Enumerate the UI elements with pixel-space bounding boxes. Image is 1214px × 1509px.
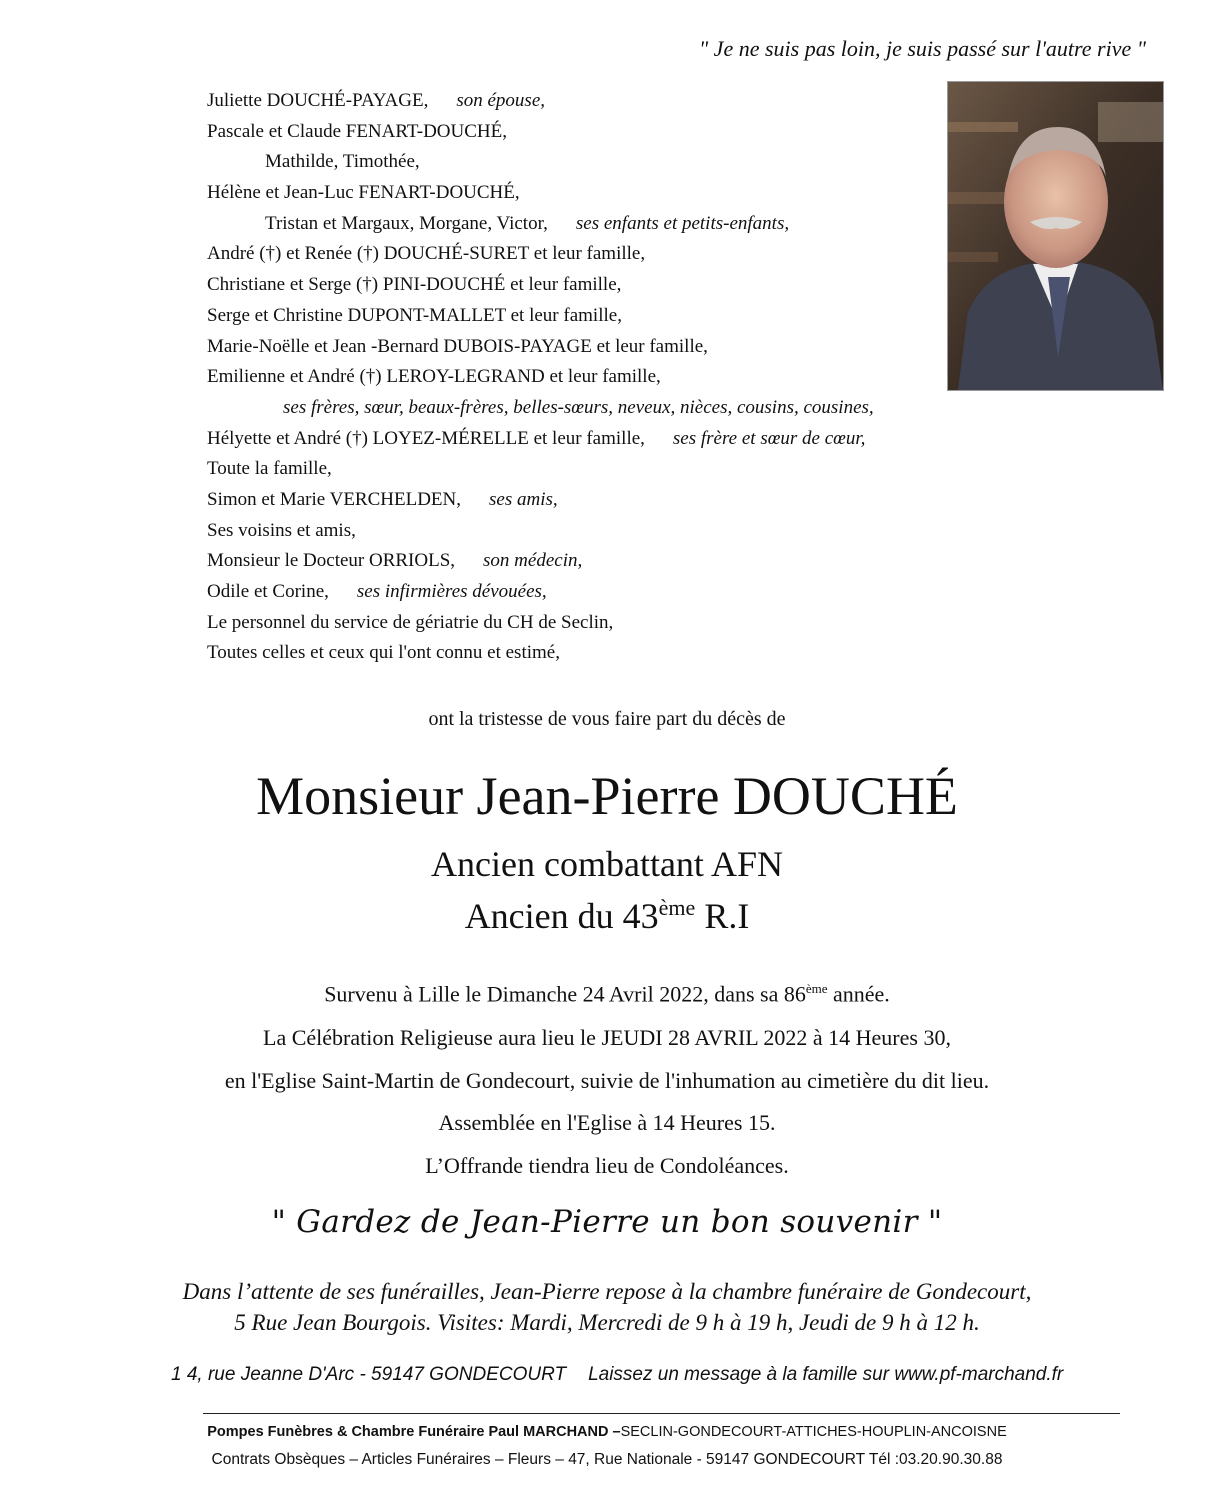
title-line-2: [0, 895, 1214, 937]
message-link[interactable]: Laissez un message à la famille sur www.pf-marchand.fr: [588, 1364, 1064, 1385]
top-quote: " Je ne suis pas loin, je suis passé sur l'autre rive ": [698, 36, 1146, 61]
family-line: [207, 209, 874, 240]
family-member: Pascale et Claude FENART-DOUCHÉ,: [207, 120, 508, 142]
info-line: en l'Eglise Saint-Martin de Gondecourt, suivie de l'inhumation au cimetière du dit lieu.: [224, 1068, 990, 1093]
family-member: Emilienne et André (†) LEROY-LEGRAND et leur famille,: [207, 366, 661, 388]
family-member: Monsieur le Docteur ORRIOLS,: [207, 550, 456, 572]
family-member: Hélène et Jean-Luc FENART-DOUCHÉ,: [207, 182, 520, 204]
family-line: [207, 577, 874, 608]
portrait-photo: [947, 81, 1164, 391]
family-member: Serge et Christine DUPONT-MALLET et leur famille,: [207, 304, 622, 326]
family-member: Mathilde, Timothée,: [265, 151, 420, 173]
family-member: Hélyette et André (†) LOYEZ-MÉRELLE et leur famille,: [207, 427, 645, 449]
death-line-superscript: ème: [805, 981, 828, 996]
family-line: [207, 638, 874, 669]
family-relation: son médecin,: [483, 550, 583, 572]
death-line: [0, 981, 1214, 1007]
footer-towns: SECLIN-GONDECOURT-ATTICHES-HOUPLIN-ANCOISNE: [620, 1424, 1007, 1440]
family-line: [207, 516, 874, 547]
footer-contact: Contrats Obsèques – Articles Funéraires – Fleurs – 47, Rue Nationale - 59147 GONDECOURT Tél :03.20.90.30.88: [211, 1451, 1003, 1468]
family-member: Toutes celles et ceux qui l'ont connu et estimé,: [207, 642, 560, 664]
family-line: [207, 608, 874, 639]
funeral-home-address: 1 4, rue Jeanne D'Arc - 59147 GONDECOURT: [171, 1364, 567, 1385]
family-line: [207, 147, 874, 178]
family-relation: son épouse,: [456, 90, 545, 111]
family-relation: ses frères, sœur, beaux-frères, belles-sœurs, neveux, nièces, cousins, cousines,: [283, 396, 874, 418]
death-line-suffix: année.: [827, 981, 890, 1007]
info-line: Assemblée en l'Eglise à 14 Heures 15.: [438, 1110, 776, 1135]
footer-divider: [203, 1413, 1120, 1414]
family-member: Le personnel du service de gériatrie du CH de Seclin,: [207, 611, 614, 633]
family-relation: ses amis,: [489, 488, 558, 510]
family-line: [207, 270, 874, 301]
repose-line: 5 Rue Jean Bourgois. Visites: Mardi, Mercredi de 9 h à 19 h, Jeudi de 9 h à 12 h.: [234, 1310, 980, 1335]
family-line: [207, 424, 874, 455]
title2-superscript: ème: [658, 895, 696, 920]
title2-text: Ancien du 43: [464, 896, 659, 936]
info-line: La Célébration Religieuse aura lieu le JEUDI 28 AVRIL 2022 à 14 Heures 30,: [263, 1025, 951, 1050]
family-member: Marie-Noëlle et Jean -Bernard DUBOIS-PAYAGE et leur famille,: [207, 335, 708, 357]
title-line-1: Ancien combattant AFN: [431, 844, 783, 884]
family-line: [207, 86, 874, 117]
motto: " Gardez de Jean-Pierre un bon souvenir ": [271, 1204, 943, 1240]
address-line: [171, 1364, 1063, 1386]
family-member: André (†) et Renée (†) DOUCHÉ-SURET et leur famille,: [207, 243, 646, 265]
family-list: [207, 86, 874, 669]
family-line: [207, 301, 874, 332]
family-relation: ses enfants et petits-enfants,: [575, 212, 790, 234]
family-member: Simon et Marie VERCHELDEN,: [207, 488, 462, 510]
death-line-text: Survenu à Lille le Dimanche 24 Avril 2022, dans sa 86: [324, 981, 806, 1007]
family-line: [207, 485, 874, 516]
footer-company: [0, 1424, 1214, 1440]
family-line: [207, 546, 874, 577]
family-line: [207, 362, 874, 393]
deceased-name: Monsieur Jean-Pierre DOUCHÉ: [256, 766, 958, 826]
family-member: Juliette DOUCHÉ-PAYAGE,: [207, 90, 429, 111]
family-relation: ses infirmières dévouées,: [356, 581, 547, 602]
info-line: L’Offrande tiendra lieu de Condoléances.: [425, 1153, 789, 1178]
family-line: [207, 393, 874, 424]
family-member: Odile et Corine,: [207, 581, 329, 602]
footer-company-name: Pompes Funèbres & Chambre Funéraire Paul MARCHAND –: [207, 1424, 621, 1440]
family-member: Tristan et Margaux, Morgane, Victor,: [265, 212, 548, 234]
family-line: [207, 332, 874, 363]
family-line: [207, 454, 874, 485]
family-member: Ses voisins et amis,: [207, 519, 356, 541]
family-member: Toute la famille,: [207, 458, 332, 480]
family-line: [207, 178, 874, 209]
family-line: [207, 117, 874, 148]
announcement: ont la tristesse de vous faire part du décès de: [428, 708, 786, 730]
family-relation: ses frère et sœur de cœur,: [672, 427, 866, 449]
family-member: Christiane et Serge (†) PINI-DOUCHÉ et leur famille,: [207, 274, 622, 296]
repose-line: Dans l’attente de ses funérailles, Jean-Pierre repose à la chambre funéraire de Gondecourt,: [182, 1279, 1032, 1304]
title2-suffix: R.I: [695, 896, 750, 936]
family-line: [207, 239, 874, 270]
